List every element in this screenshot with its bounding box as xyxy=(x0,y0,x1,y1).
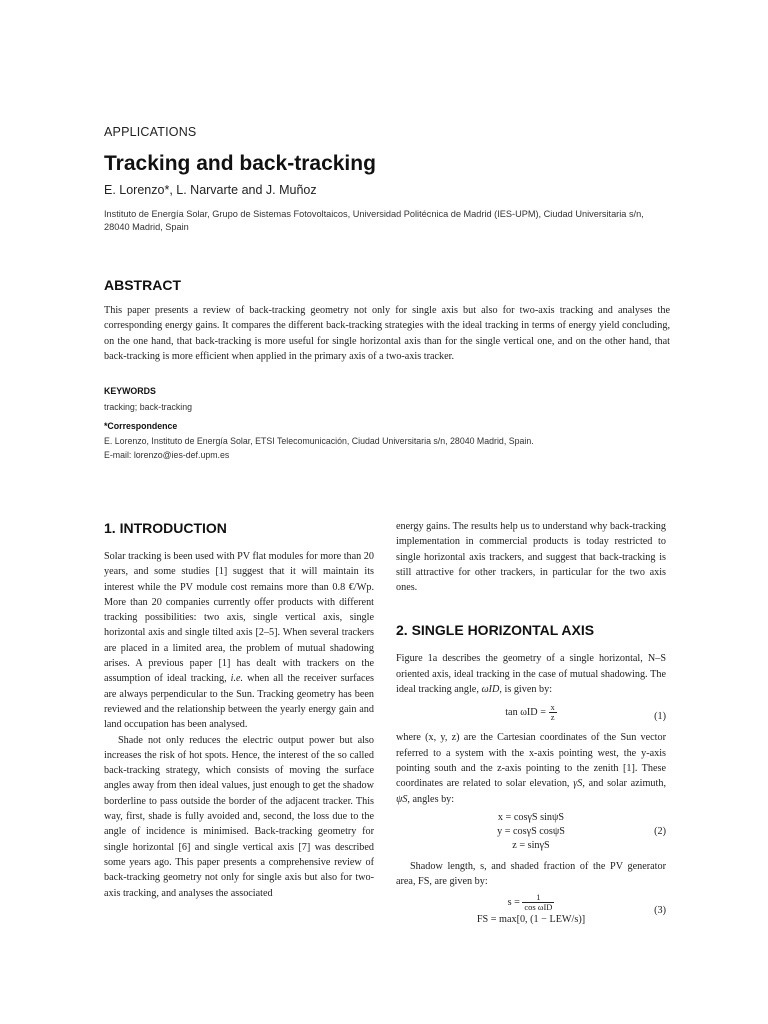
right-column xyxy=(396,519,666,927)
eq1-fraction xyxy=(549,703,557,722)
correspondence-email: E-mail: lorenzo@ies-def.upm.es xyxy=(104,449,230,460)
abstract-text: This paper presents a review of back-tracking geometry not only for single axis but also for two-axis tracking and analyses the corresponding energy gains. It compares the different back-tracking strategies with the ideal tracking in terms of energy yield concluding, on the one hand, that back-tracking is more useful for single horizontal axis than for the single vertical one, and on the other hand, that back-tracking is more efficient when applied in the primary axis of a two-axis tracker. xyxy=(104,305,670,362)
intro-p1-end: when all the receiver surfaces are always perpendicular to the Sun. Tracking geometry has been reviewed and the relationship between the yearly energy gain and land occupation has been analysed. xyxy=(104,673,375,731)
sha-paragraph-1 xyxy=(396,651,666,697)
intro-paragraph-2: Shade not only reduces the electric output power but also increases the risk of hot spots. Hence, the interest of the so called back-tracking strategy, which consists of moving the surface angles away from then ideal values, just enough to get the shadow borderline to pass outside the border of the adjacent tracker. This way, first, shade is fully avoided and, second, the loss due to the angle of incidence is minimised. Back-tracking geometry for single horizontal [6] and single vertical axis [7] was described some years ago. This paper presents a comprehensive review of back-tracking geometry not only for single axis but also for two-axis tracking, and analyses the associated xyxy=(104,734,374,899)
sha-paragraph-3: Shadow length, s, and shaded fraction of the PV generator area, FS, are given by: xyxy=(396,860,666,888)
sha-paragraph-2 xyxy=(396,730,666,806)
eq3-line-1 xyxy=(396,893,666,912)
intro-p1-ie: i.e. xyxy=(230,673,244,685)
section-label: APPLICATIONS xyxy=(104,125,197,139)
sha-p2-symbol-2: ψS xyxy=(396,793,408,805)
equation-3 xyxy=(396,893,666,927)
single-horizontal-axis-heading: 2. SINGLE HORIZONTAL AXIS xyxy=(396,622,595,639)
intro-p1-text: Solar tracking is been used with PV flat modules for more than 20 years, and some studies [1] suggest that it will maintain its interest while the PV module cost remains more than 0.8 €/Wp. More than 20 companies currently offer products with different tracking possibilities: two axis, single vertical axis, single horizontal axis and single tilted axis [2–5]. When several trackers are placed in a limited area, the problem of mutual shadowing arises. A previous paper [1] has dealt with trackers on the assumption of ideal tracking, xyxy=(104,551,374,685)
abstract-heading: ABSTRACT xyxy=(104,277,181,293)
sha-p2-text: where (x, y, z) are the Cartesian coordinates of the Sun vector referred to a system with the x-axis pointing west, the y-axis pointing south and the z-axis pointing to the zenith [1]. These coordinates are related to solar elevation, xyxy=(396,732,666,790)
eq1-denominator: z xyxy=(550,712,555,723)
eq3-label: (3) xyxy=(654,905,666,917)
paper-title: Tracking and back-tracking xyxy=(104,152,376,175)
affiliation-line-1: Instituto de Energía Solar, Grupo de Sistemas Fotovoltaicos, Universidad Politécnica de Madrid (IES-UPM), Ciudad Universitaria s/n, xyxy=(104,209,644,219)
sha-p1-text: Figure 1a describes the geometry of a single horizontal, N–S oriented axis, ideal tracking in the case of mutual shadowing. The ideal tracking angle, xyxy=(396,653,666,696)
authors: E. Lorenzo*, L. Narvarte and J. Muñoz xyxy=(104,183,317,197)
left-column xyxy=(104,519,374,901)
eq1-numerator: x xyxy=(550,702,555,713)
correspondence-address: E. Lorenzo, Instituto de Energía Solar, ETSI Telecomunicación, Ciudad Universitaria s/n, 28040 Madrid, Spain. xyxy=(104,436,534,446)
eq3-line-2: FS = max[0, (1 − LEW/s)] xyxy=(476,914,586,926)
eq1-label: (1) xyxy=(654,711,666,723)
sha-p1-symbol: ωID xyxy=(481,684,500,696)
intro-paragraph-3: energy gains. The results help us to understand why back-tracking implementation in commercial products is today restricted to single horizontal axis trackers, and suggest that back-tracking is still attractive for other trackers, in particular for the two axis ones. xyxy=(396,521,666,594)
sha-p2-end: , angles by: xyxy=(407,793,455,805)
keywords-text: tracking; back-tracking xyxy=(104,402,193,412)
correspondence-heading: *Correspondence xyxy=(104,421,178,431)
sha-p2-mid: , and solar azimuth, xyxy=(582,778,666,790)
eq2-line-3: z = sinγS xyxy=(512,839,550,851)
affiliation-line-2: 28040 Madrid, Spain xyxy=(104,222,189,232)
introduction-heading: 1. INTRODUCTION xyxy=(104,520,227,536)
equation-1 xyxy=(396,703,666,722)
eq3-lhs: s = xyxy=(507,897,520,909)
eq3-numerator: 1 xyxy=(522,893,554,903)
correspondence-text xyxy=(104,435,534,462)
affiliation xyxy=(104,208,684,234)
eq3-denominator: cos ωID xyxy=(524,902,553,913)
sha-p2-symbol-1: γS xyxy=(573,778,583,790)
eq2-line-2: y = cosγS cosψS xyxy=(497,825,565,837)
eq2-line-1: x = cosγS sinψS xyxy=(497,811,565,823)
sha-p1-end: , is given by: xyxy=(499,684,553,696)
eq2-label: (2) xyxy=(654,825,666,837)
equation-2 xyxy=(396,811,666,853)
keywords-heading: KEYWORDS xyxy=(104,386,156,396)
intro-paragraph-1 xyxy=(104,549,374,733)
eq3-fraction xyxy=(522,893,554,912)
eq1-lhs: tan ωID = xyxy=(505,707,546,719)
